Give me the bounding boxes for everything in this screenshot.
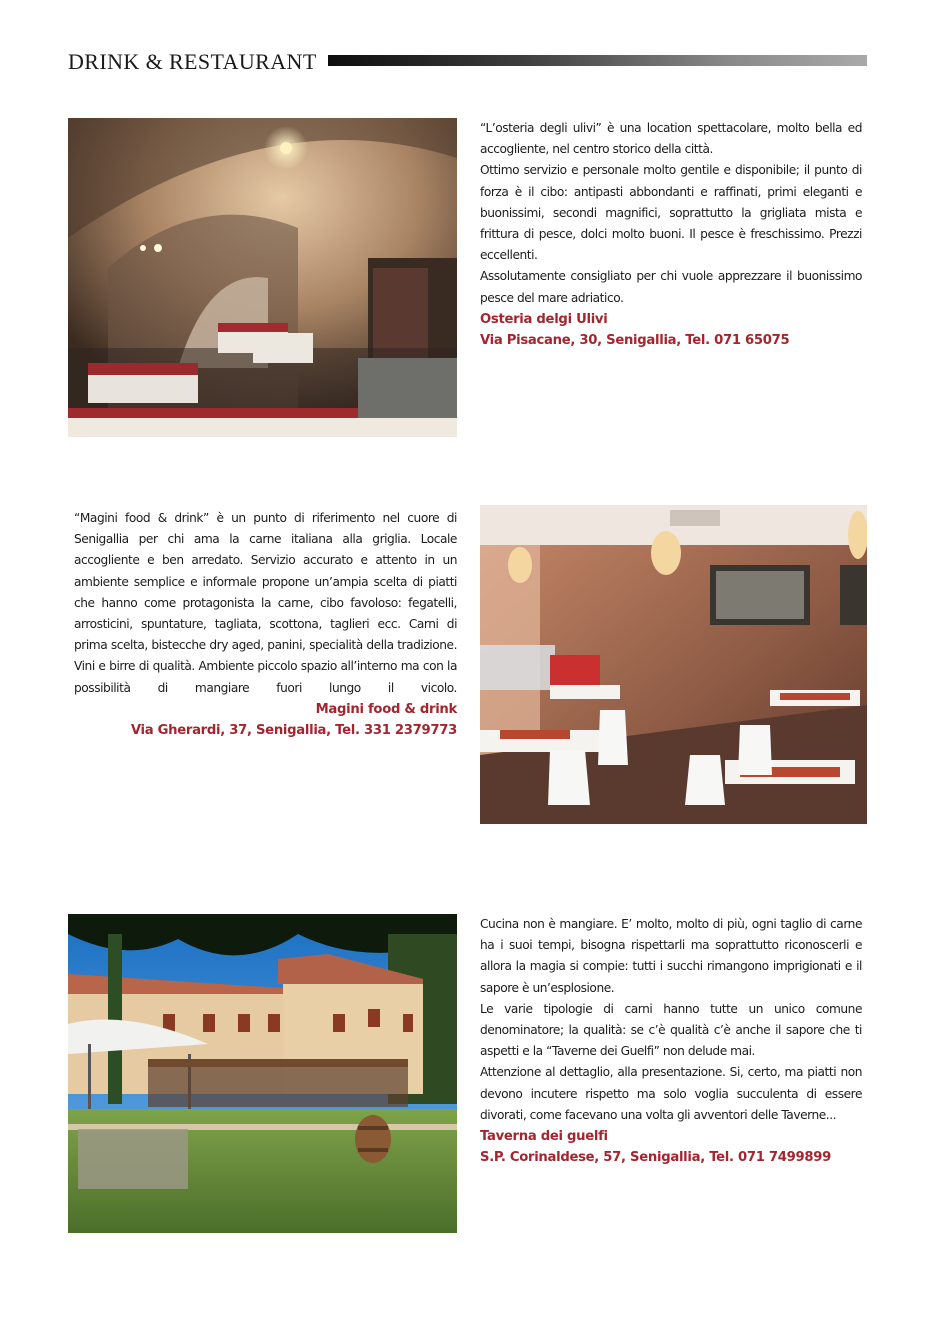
page-title: DRINK & RESTAURANT [68,49,317,74]
taverna-exterior-photo [68,914,457,1233]
taverna-paragraph-3: Attenzione al dettaglio, alla presentazione. Si, certo, ma piatti non devono incutere rispetto ma solo voglia succulenta di essere divorati, come facevano una volta gli avventori delle Taverne... [480,1065,862,1122]
taverna-name: Taverna dei guelfi [480,1129,608,1145]
osteria-address: Via Pisacane, 30, Senigallia, Tel. 071 65075 [480,333,790,349]
magini-name: Magini food & drink [315,701,457,717]
taverna-paragraph-1: Cucina non è mangiare. E’ molto, molto di più, ogni taglio di carne ha i suoi tempi, bisogna rispettarli ma soprattutto riconoscerli e allora la magia si compie: tutti i succhi rimangono imprigionati e il sapore è un’esplosione. [480,917,862,995]
magini-address: Via Gherardi, 37, Senigallia, Tel. 331 2379773 [130,723,457,739]
magini-paragraph-1: “Magini food & drink” è un punto di riferimento nel cuore di Senigallia per chi ama la carne italiana alla griglia. Locale accogliente e ben arredato. Servizio accurato e attento in un ambiente semplice e informale propone un’ampia scelta di piatti che hanno come protagonista la carne, cibo favoloso: fegatelli, arrosticini, spuntature, tagliata, scottona, taglieri ecc. Carni di prima scelta, bistecche dry aged, panini, specialità della tradizione. Vini e birre di qualità. Ambiente piccolo spazio all’interno ma con la possibilità di mangiare fuori lungo il vicolo. [74,511,457,695]
osteria-interior-photo [68,118,457,437]
osteria-paragraph-3: Assolutamente consigliato per chi vuole apprezzare il buonissimo pesce del mare adriatico. [480,269,862,305]
taverna-description [480,914,862,1168]
osteria-description [480,118,862,351]
osteria-name: Osteria delgi Ulivi [480,311,608,327]
taverna-paragraph-2: Le varie tipologie di carni hanno tutte un unico comune denominatore; la qualità: se c’è qualità c’è anche il sapore che ti aspetti e la “Taverne dei Guelfi” non delude mai. [480,1001,862,1059]
osteria-paragraph-2: Ottimo servizio e personale molto gentile e disponibile; il punto di forza è il cibo: antipasti abbondanti e raffinati, primi eleganti e buonissimi, secondi magnifici, soprattutto la grigliata mista e frittura di pesce, dolci molto buoni. Il pesce è freschissimo. Prezzi eccellenti. [480,163,862,263]
header-rule [328,55,867,66]
magini-description [74,508,457,741]
magini-interior-photo [480,505,867,824]
taverna-address: S.P. Corinaldese, 57, Senigallia, Tel. 071 7499899 [480,1150,832,1166]
osteria-paragraph-1: “L’osteria degli ulivi” è una location spettacolare, molto bella ed accogliente, nel centro storico della città. [480,121,862,157]
